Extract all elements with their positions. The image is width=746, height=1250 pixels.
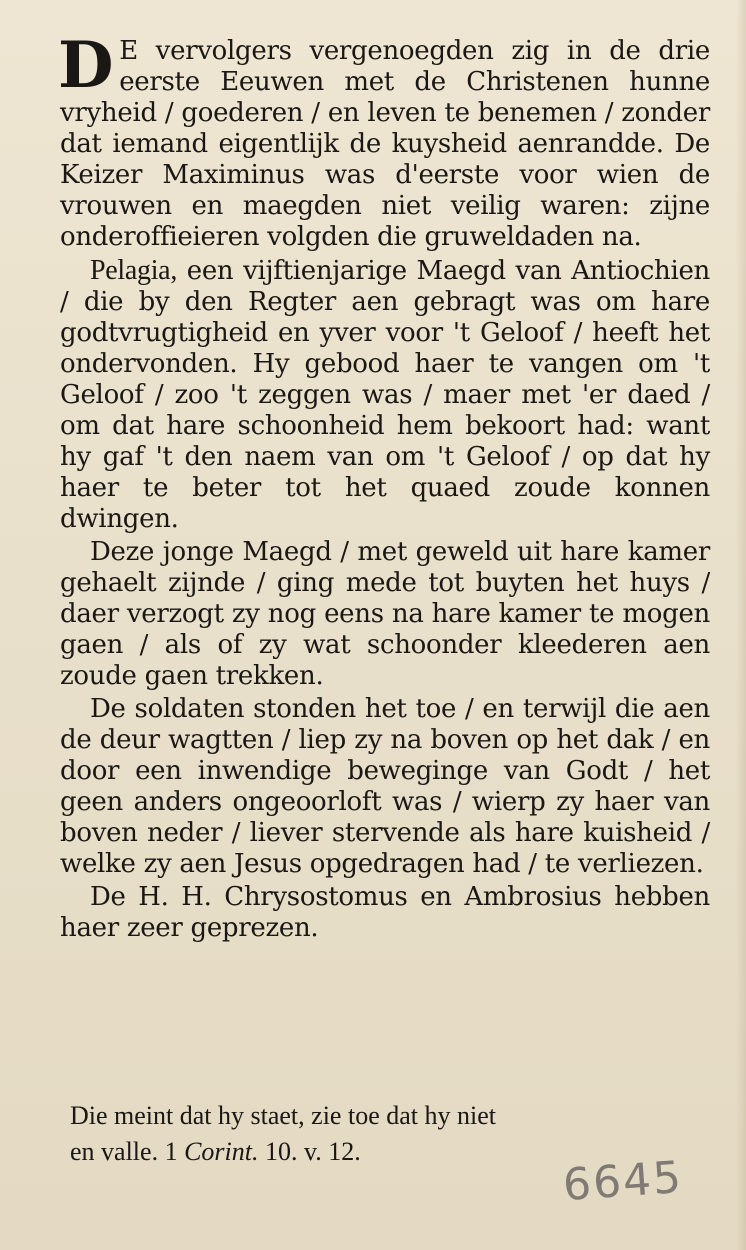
- paragraph-4-text: De soldaten stonden het toe / en terwijl die aen de deur wagtten / liep zy na boven op het dak / en door een inwendige beweginge van Godt / het geen anders ongeoorloft was / wierp zy haer van boven neder / liever stervende als hare kuisheid / welke zy aen Jesus opgedragen had / te verliezen.: [60, 694, 710, 879]
- paragraph-2-text: een vijftienjarige Maegd van Antiochien / die by den Regter aen gebragt was om hare godtvrugtigheid en yver voor 't Geloof / heeft het ondervonden. Hy gebood haer te vangen om 't Geloof / zoo 't zeggen was / maer met 'er daed / om dat hare schoonheid hem bekoort had: want hy gaf 't den naem van om 't Geloof / op dat hy haer te beter tot het quaed zoude konnen dwingen.: [60, 256, 710, 534]
- paragraph-2: [60, 255, 710, 535]
- drop-cap: D: [58, 28, 114, 103]
- paragraph-3-text: Deze jonge Maegd / met geweld uit hare kamer gehaelt zijnde / ging mede tot buyten het huys / daer verzogt zy nog eens na hare kamer te mogen gaen / als of zy wat schoonder kleederen aen zoude gaen trekken.: [60, 537, 710, 691]
- proverb-line-1: Die meint dat hy staet, zie toe dat hy niet: [70, 1101, 496, 1130]
- bible-ref-number: 1: [164, 1137, 178, 1166]
- paragraph-4: [60, 694, 710, 880]
- paragraph-1-text: E vervolgers vergenoegden zig in de drie eerste Eeuwen met de Christenen hunne vryheid / goederen / en leven te benemen / zonder dat iemand eigentlijk de kuysheid aenrandde. De Keizer Maximinus was d'eerste voor wien de vrouwen en maegden niet veilig waren: zijne onderoffieieren volgden die gruweldaden na.: [60, 36, 710, 252]
- proverb-line-2-start: en valle.: [70, 1137, 159, 1166]
- paragraph-5: [60, 882, 710, 944]
- paragraph-5-text: De H. H. Chrysostomus en Ambrosius hebben haer zeer geprezen.: [60, 882, 710, 943]
- bible-ref-rest: 10. v. 12.: [265, 1137, 361, 1166]
- paragraph-1: [58, 28, 710, 253]
- main-text: [58, 28, 710, 946]
- paragraph-2-lead: Pelagia,: [90, 255, 178, 286]
- bible-ref-book: Corint.: [184, 1137, 259, 1166]
- paragraph-3: [60, 537, 710, 692]
- paper-edge-shadow: [736, 0, 746, 1250]
- handwritten-inventory-number: 6645: [561, 1151, 685, 1212]
